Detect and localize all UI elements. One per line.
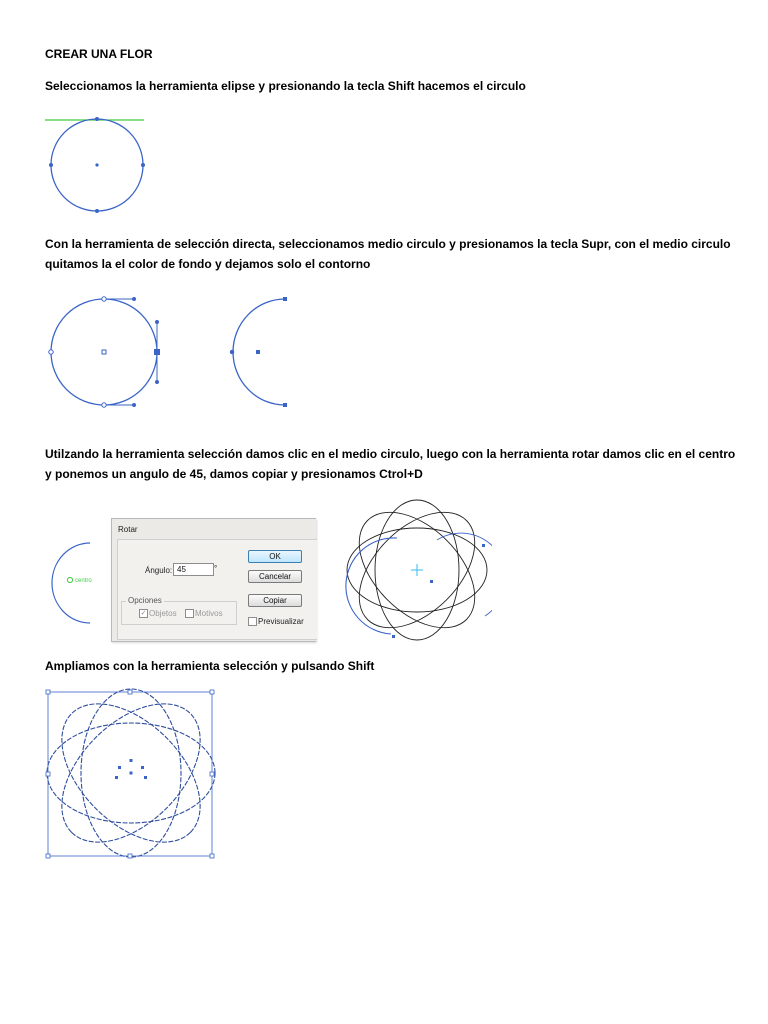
figure-half-circle-centro — [48, 538, 98, 628]
rotate-center-icon — [411, 564, 423, 576]
rotate-dialog — [111, 518, 316, 642]
angle-label: Ángulo: — [145, 566, 173, 575]
options-label: Opciones — [128, 596, 162, 605]
step2-line1: Con la herramienta de selección directa, seleccionamos medio circulo y presionamos la tecla Supr, con el medio circulo — [45, 237, 731, 251]
figure-half-circle — [222, 290, 302, 414]
copy-button[interactable]: Copiar — [248, 594, 302, 607]
step3-line1: Utilzando la herramienta selección damos clic en el medio circulo, luego con la herramienta rotar damos clic en el centro — [45, 447, 736, 461]
objects-checkbox[interactable]: ✓ — [140, 610, 147, 617]
ok-button[interactable]: OK — [248, 550, 302, 563]
figure-rotated-flower — [342, 498, 492, 643]
figure-enlarged-flower — [42, 686, 222, 866]
degree-symbol: ° — [214, 564, 218, 573]
angle-input[interactable]: 45 — [173, 563, 214, 576]
circle-anchor-points — [49, 117, 145, 213]
patterns-label: Motivos — [195, 609, 223, 618]
step4-text: Ampliamos con la herramienta selección y pulsando Shift — [45, 659, 375, 673]
figure-circle-ellipse — [40, 112, 160, 222]
cancel-button[interactable]: Cancelar — [248, 570, 302, 583]
center-label: centro — [75, 578, 92, 584]
patterns-checkbox[interactable] — [185, 609, 194, 618]
preview-label: Previsualizar — [258, 617, 304, 626]
dialog-title: Rotar — [118, 525, 138, 534]
preview-checkbox[interactable] — [248, 617, 257, 626]
figure-direct-selection-circle — [44, 290, 174, 414]
objects-label: Objetos — [149, 609, 177, 618]
step2-line2: quitamos la el color de fondo y dejamos solo el contorno — [45, 257, 371, 271]
step1-text: Seleccionamos la herramienta elipse y presionando la tecla Shift hacemos el circulo — [45, 79, 526, 93]
document-title: CREAR UNA FLOR — [45, 47, 153, 61]
center-point-icon — [67, 577, 72, 582]
step3-line2: y ponemos un angulo de 45, damos copiar y presionamos Ctrol+D — [45, 467, 423, 481]
